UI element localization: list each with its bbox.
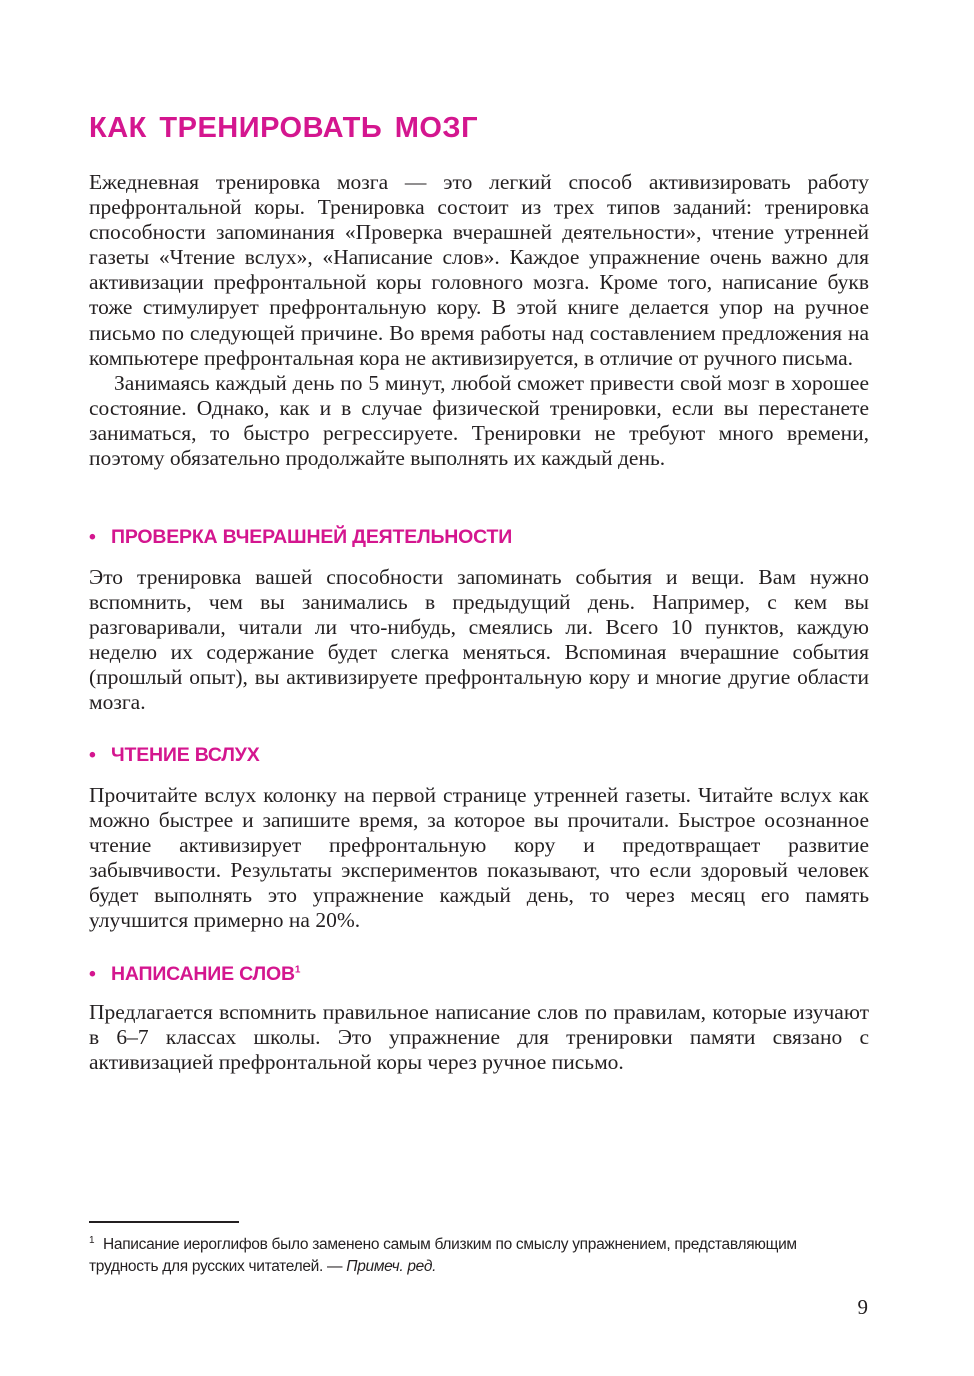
footnote-divider (89, 1221, 239, 1223)
section-heading-label: ЧТЕНИЕ ВСЛУХ (111, 744, 260, 766)
section-heading-writing-words (89, 963, 300, 986)
section-heading-label: НАПИСАНИЕ СЛОВ (111, 963, 295, 985)
bullet-icon: • (89, 744, 96, 766)
footnote-reference[interactable]: 1 (294, 964, 301, 976)
section-paragraph: Прочитайте вслух колонку на первой странице утренней газеты. Читайте вслух как можно быстрее и запишите время, за которое вы прочитали. Быстрое осознанное чтение активизирует префронтальную кору и предотвращает развитие забывчивости. Результаты экспериментов показывают, что если здоровый человек будет выполнять это упражнение каждый день, то через месяц его память улучшится примерно на 20%. (89, 783, 869, 933)
section-paragraph: Предлагается вспомнить правильное написание слов по правилам, которые изучают в 6–7 классах школы. Это упражнение для тренировки памяти связано с активизацией префронтальной коры через ручное письмо. (89, 1000, 869, 1075)
bullet-icon: • (89, 526, 96, 548)
footnote-editor-note: Примеч. ред. (346, 1258, 437, 1276)
intro-text (89, 170, 869, 471)
section-paragraph: Это тренировка вашей способности запоминать события и вещи. Вам нужно вспомнить, чем вы занимались в предыдущий день. Например, с кем вы разговаривали, читали ли что-нибудь, смеялись ли. Всего 10 пунктов, каждую неделю их содержание будет слегка меняться. Вспоминая вчерашние события (прошлый опыт), вы активизируете префронтальную кору и многие другие области мозга. (89, 565, 869, 715)
section-text-yesterday (89, 565, 869, 716)
intro-paragraph-2: Занимаясь каждый день по 5 минут, любой сможет привести свой мозг в хорошее состояние. Однако, как и в случае физической тренировки, если вы перестанете заниматься, то быстро регрессируете. Тренировки не требуют много времени, поэтому обязательно продолжайте выполнять их каждый день. (89, 370, 869, 471)
bullet-icon: • (89, 963, 96, 985)
intro-paragraph-1: Ежедневная тренировка мозга — это легкий способ активизировать работу префронтальной коры. Тренировка состоит из трех типов заданий: тренировка способности запоминания «Проверка вчерашней деятельности», чтение утренней газеты «Чтение вслух», «Написание слов». Каждое упражнение очень важно для активизации префронтальной коры головного мозга. Кроме того, написание букв тоже стимулирует префронтальную кору. В этой книге делается упор на ручное письмо по следующей причине. Во время работы над составлением предложения на компьютере префронтальная кора не активизируется, в отличие от ручного письма. (89, 170, 869, 370)
footnote-text: Написание иероглифов было заменено самым близким по смыслу упражнением, представляющим трудность для русских читателей. — (89, 1236, 797, 1276)
section-heading-label: ПРОВЕРКА ВЧЕРАШНЕЙ ДЕЯТЕЛЬНОСТИ (111, 526, 513, 548)
section-text-writing-words (89, 1000, 869, 1075)
page-number: 9 (857, 1295, 868, 1319)
footnote-mark: 1 (89, 1235, 95, 1246)
footnote (89, 1230, 869, 1278)
page-title: КАК ТРЕНИРОВАТЬ МОЗГ (89, 112, 479, 144)
section-heading-reading-aloud (89, 744, 260, 767)
section-text-reading-aloud (89, 783, 869, 934)
section-heading-yesterday (89, 526, 512, 549)
